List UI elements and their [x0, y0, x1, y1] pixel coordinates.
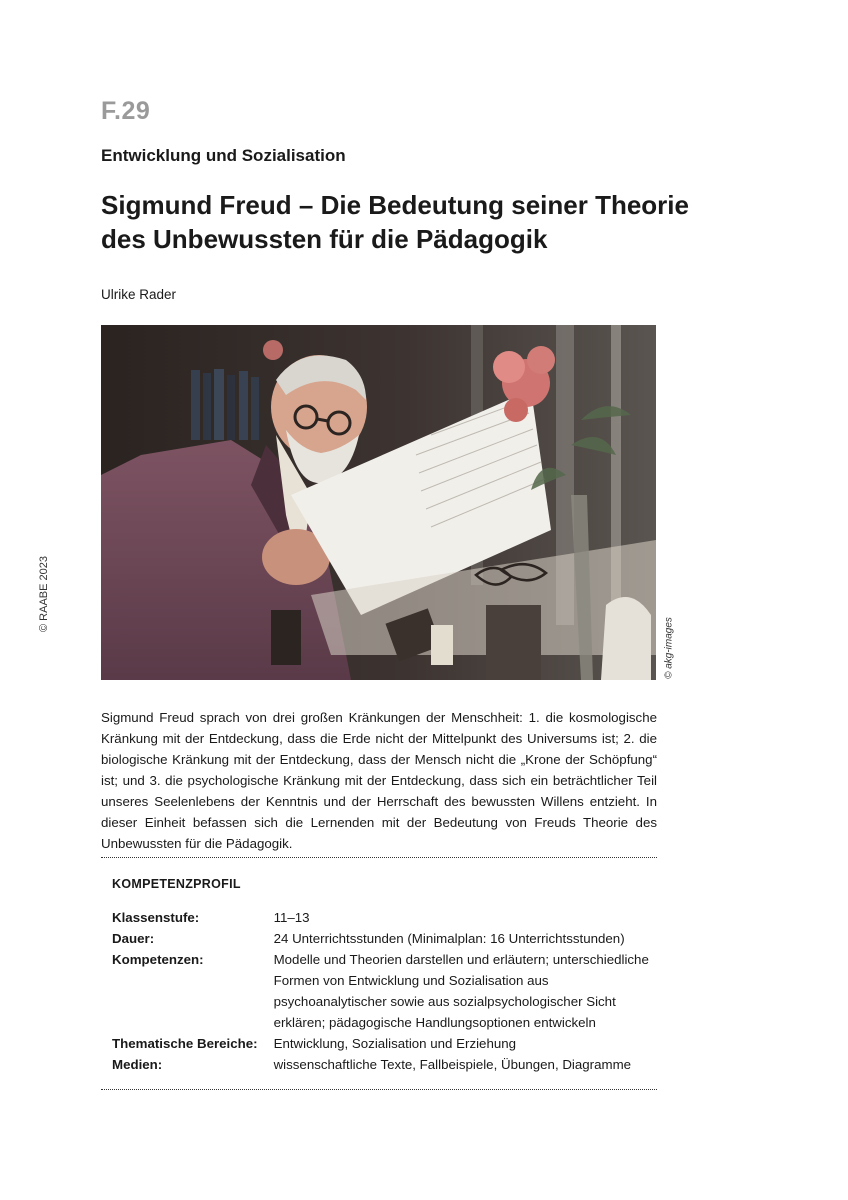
- unit-code: F.29: [101, 97, 151, 125]
- kp-value: 11–13: [273, 910, 310, 925]
- dotted-divider-bottom: [101, 1089, 657, 1090]
- kp-value: wissenschaftliche Texte, Fallbeispiele, Übungen, Diagramme: [273, 1057, 632, 1072]
- kp-row-medien: [112, 1054, 652, 1075]
- kp-value: Modelle und Theorien darstellen und erläutern; unterschiedliche Formen von Entwicklung und Sozialisation aus psychoanalytischer sowie aus sozialpsychologischer Sicht erklären; pädagogische Handlungsoptionen entwickeln: [273, 952, 649, 1030]
- page-title: [101, 188, 701, 256]
- kp-label: Thematische Bereiche:: [112, 1036, 258, 1051]
- title-line-2: des Unbewussten für die Pädagogik: [101, 224, 548, 254]
- kp-value: 24 Unterrichtsstunden (Minimalplan: 16 Unterrichtsstunden): [273, 931, 625, 946]
- dotted-divider-top: [101, 857, 657, 858]
- subject-heading: Entwicklung und Sozialisation: [101, 146, 346, 165]
- kompetenzprofil-heading: KOMPETENZPROFIL: [112, 877, 241, 891]
- photo-credit: © akg-images: [663, 617, 675, 679]
- side-copyright: © RAABE 2023: [38, 556, 50, 632]
- kp-row-kompetenzen: [112, 949, 652, 1033]
- freud-photo: [101, 325, 656, 680]
- kompetenzprofil-table: [112, 907, 652, 1075]
- kp-label: Kompetenzen:: [112, 952, 204, 967]
- kp-value: Entwicklung, Sozialisation und Erziehung: [273, 1036, 517, 1051]
- kp-row-dauer: [112, 928, 652, 949]
- kp-row-thematische-bereiche: [112, 1033, 652, 1054]
- intro-paragraph: Sigmund Freud sprach von drei großen Kränkungen der Menschheit: 1. die kosmologische Kränkung mit der Entdeckung, dass die Erde nicht der Mittelpunkt des Universums ist; 2. die biologische Kränkung mit der Entdeckung, dass der Mensch nicht die „Krone der Schöpfung“ ist; und 3. die psychologische Kränkung mit der Entdeckung, dass sich ein beträchtlicher Teil unseres Seelenlebens der Kenntnis und der Herrschaft des bewussten Willens entzieht. In dieser Einheit befassen sich die Lernenden mit der Bedeutung von Freuds Theorie des Unbewussten für die Pädagogik.: [101, 710, 657, 851]
- kp-row-klassenstufe: [112, 907, 652, 928]
- kp-label: Medien:: [112, 1057, 163, 1072]
- kp-label: Dauer:: [112, 931, 155, 946]
- author-name: Ulrike Rader: [101, 287, 177, 302]
- kp-label: Klassenstufe:: [112, 910, 200, 925]
- title-line-1: Sigmund Freud – Die Bedeutung seiner Theorie: [101, 190, 689, 220]
